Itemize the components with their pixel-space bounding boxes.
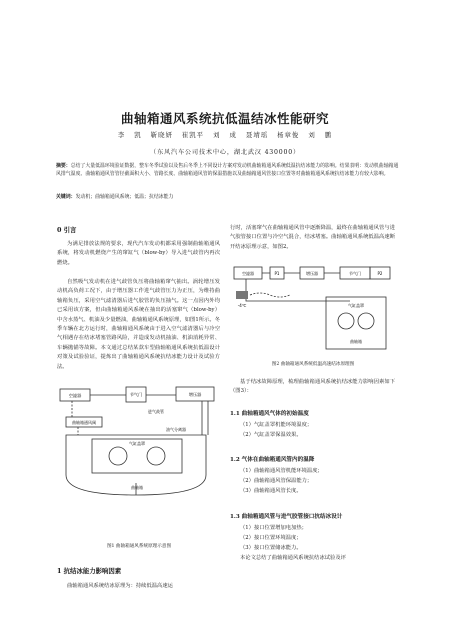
section-heading-1: 1 抗结冰能力影响因素 — [57, 567, 122, 575]
figure-1-caption: 图1 曲轴箱通风系统原理示意图 — [106, 544, 172, 549]
fig2-label-crankcase: 曲轴箱 — [350, 339, 362, 344]
author-list: 李 凯 靳晓妍 崔凯平 刘 成 聂靖瑶 杨章俊 刘 鹏 — [117, 131, 333, 139]
subsection-heading-1-3: 1.3 曲轴箱通风管与进气胶管接口抗结冰设计 — [230, 514, 343, 520]
section-heading-0: 0 引言 — [57, 226, 77, 234]
abstract-text: 总结了大量低温环境验证数据，整车冬季试验以及售后冬季上不同设计方案对发动机曲轴箱通风系统低温抗结冰能力的影响。结果表明：发动机曲轴箱通风排气温度、曲轴箱通风管管径截面积大小、管路长度、曲轴箱通风管的保温措施以及曲轴箱通风管接口位置等对曲轴箱通风系统抗结冰能力有较大影响。 — [56, 163, 399, 177]
fig2-label-turbocharger: 增压器 — [306, 271, 318, 276]
paragraph-sec1: 曲轴箱通风系统结冰原理为：持续低温高速运 — [67, 583, 173, 589]
list-item-1-3-3: （3）接口位置储冰能力。 — [240, 545, 302, 551]
keywords-text: 发动机；曲轴箱通风系统；低温；抗结冰能力 — [75, 194, 174, 200]
fig1-label-cylinder-head-cover: 气缸盖罩 — [129, 441, 145, 446]
figure-2 — [230, 261, 396, 356]
fig2-label-cylinder-head-cover: 气缸盖罩 — [348, 303, 364, 308]
paragraph-intro-2: 自然吸气发动机在进气歧管负压将曲轴箱窜气抽出。涡轮增压发动机高负荷工况下，由于增压器工作进气歧管压力为正压，为维持曲轴箱负压，采用空气滤清器后进气胶管的负压抽气。这一点因内外均已采用该方案，但由曲轴箱通风系统在抽出的活塞窜气（blow-by）中含水蒸气、机油及少量燃油，曲轴箱通风系统原理，如图1所示。冬季车辆在北方运行时，曲轴箱通风系统由于进入空气滤清器后与冷空气相遇存在结冰堵塞管路风险，并造成发动机抽油、机油消耗异常、车辆抛锚等故障。本文通过总结某款车型曲轴箱通风系统抗低温设计对策及试验验证，提炼出了曲轴箱通风系统抗结冰能力设计及试验方法。 — [57, 279, 220, 370]
subsection-heading-1-2: 1.2 气体在曲轴箱通风管内的温降 — [230, 457, 315, 463]
paragraph-right-top: 行时，活塞窜气在曲轴箱通风管中逐渐降温，最终在曲轴箱通风管与进气胶管接口位置与冷空气混合，结冰堵塞。曲轴箱通风系统低温高速断开结冰原理示意，如图2。 — [230, 225, 395, 250]
fig2-label-p1: P1 — [274, 271, 280, 276]
fig2-label-air-filter: 空滤器 — [242, 271, 254, 276]
paragraph-intro-1: 为满足排放法规的要求，现代汽车发动机都采用强制曲轴箱通风系统，将发动机燃烧产生的窜缸气（blow-by）导入进气歧管内再次燃烧。 — [57, 241, 220, 266]
fig1-label-crankcase: 曲轴箱 — [131, 485, 143, 490]
list-item-1-1-2: （2）气缸盖罩保温效果。 — [240, 432, 302, 438]
fig2-label-temperature: -4℃ — [237, 303, 247, 308]
paragraph-right-end: 本论文总结了曲轴箱通风系统抗结冰试验及评 — [240, 555, 346, 561]
list-item-1-3-2: （2）接口位置环境温度； — [240, 535, 302, 541]
paragraph-right-mid: 基于结冰故障原理，梳理曲轴箱通风系统抗结冰能力影响因素如下（图3）： — [230, 379, 395, 395]
fig1-label-air-filter: 空滤器 — [68, 393, 82, 398]
fig1-label-throttle: 节气门 — [129, 392, 143, 397]
paper-title: 曲轴箱通风系统抗低温结冰性能研究 — [120, 111, 329, 126]
figure-2-caption: 图2 曲轴箱通风系统低温高速结冰原理图 — [271, 362, 355, 367]
fig2-label-p2: P2 — [377, 271, 383, 276]
abstract — [56, 162, 401, 178]
subsection-heading-1-1: 1.1 曲轴箱通风气体的初始温度 — [230, 411, 309, 417]
fig1-label-oil-separator: 油气分离器 — [166, 427, 186, 432]
list-item-1-2-2: （2）曲轴箱通风管保温能力； — [240, 478, 313, 484]
abstract-label: 摘要： — [56, 163, 71, 169]
fig1-label-turbocharger: 增压器 — [188, 392, 202, 397]
list-item-1-1-1: （1）气缸盖罩机能环境温度； — [240, 422, 313, 428]
fig1-label-pcv-valve: 曲轴箱通风阀 — [72, 420, 96, 425]
figure-2-diagram — [230, 261, 396, 356]
fig2-label-throttle: 节气门 — [349, 271, 361, 276]
keywords — [56, 193, 401, 201]
fig1-label-intake-manifold: 进气歧管 — [148, 409, 164, 414]
figure-1-diagram — [56, 383, 222, 503]
list-item-1-2-3: （3）曲轴箱通风管长度。 — [240, 488, 302, 494]
list-item-1-3-1: （1）接口位置增加电加热； — [240, 525, 307, 531]
figure-1 — [56, 383, 222, 503]
list-item-1-2-1: （1）曲轴箱通风管机能环境温度； — [240, 468, 323, 474]
affiliation: （东风汽车公司技术中心，湖北武汉 430000） — [150, 149, 300, 156]
keywords-label: 关键词： — [56, 194, 76, 200]
